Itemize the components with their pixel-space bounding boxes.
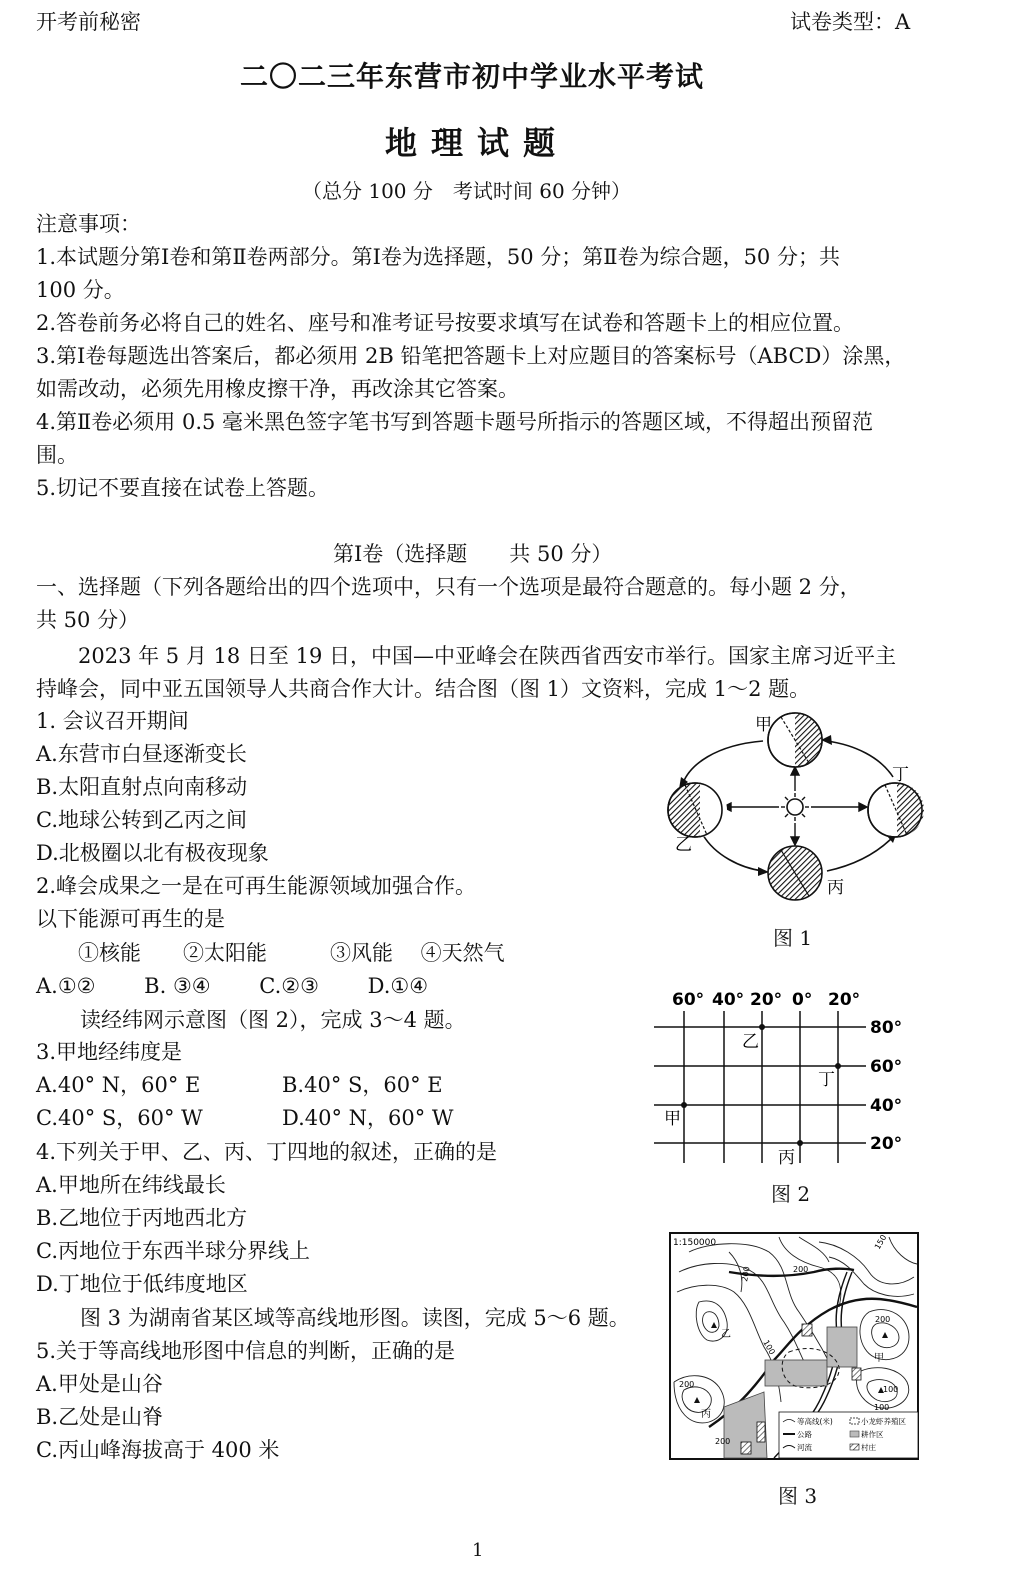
- fig2-lat-label: 40°: [870, 1096, 903, 1116]
- map-legend: [779, 1412, 918, 1458]
- fig2-lon-label: 20°: [750, 990, 783, 1010]
- fig3-caption: 图 3: [778, 1484, 818, 1508]
- q34-intro: 读经纬网示意图（图 2），完成 3～4 题。: [80, 1008, 466, 1032]
- fig2-lon-label: 0°: [792, 990, 813, 1010]
- section-title: 第Ⅰ卷（选择题 共 50 分）: [333, 542, 613, 566]
- contour-label: 200: [740, 1265, 752, 1283]
- contour-label: 100: [874, 1403, 890, 1412]
- note-3a: 3.第Ⅰ卷每题选出答案后，都必须用 2B 铅笔把答题卡上对应题目的答案标号（ABCD）涂黑，: [36, 344, 906, 368]
- fig2-label-yi: 乙: [742, 1032, 759, 1052]
- contour-label: 200: [679, 1380, 695, 1389]
- orbit-arrow-ding-jia: [827, 741, 893, 777]
- legend-contour: 等高线(米): [797, 1417, 833, 1426]
- orbit-arrow-jia-yi: [683, 741, 763, 783]
- section-instr-b: 共 50 分）: [36, 608, 140, 632]
- fig2-lat-label: 60°: [870, 1057, 903, 1077]
- orbit-arrow-bing-ding: [827, 837, 893, 871]
- q1-option-c: C.地球公转到乙丙之间: [36, 808, 247, 832]
- village-icon: [802, 1324, 812, 1336]
- contour-label: 100: [761, 1338, 777, 1357]
- notes-heading: 注意事项：: [36, 212, 141, 236]
- q3-stem: 3.甲地经纬度是: [36, 1040, 183, 1064]
- intro-a: 2023 年 5 月 18 日至 19 日，中国—中亚峰会在陕西省西安市举行。国家主席习近平主: [78, 644, 896, 668]
- q3-option-c: C.40° S，60° W: [36, 1106, 203, 1130]
- contour-label: 150: [872, 1233, 889, 1251]
- map-scale: 1:150000: [673, 1238, 717, 1248]
- q1-option-d: D.北极圈以北有极夜现象: [36, 841, 269, 865]
- note-4a: 4.第Ⅱ卷必须用 0.5 毫米黑色签字笔书写到答题卡题号所指示的答题区域，不得超出预留范: [36, 410, 874, 434]
- orbit-arrow-yi-bing: [703, 835, 763, 871]
- intro-b: 持峰会，同中亚五国领导人共商合作大计。结合图（图 1）文资料，完成 1～2 题。: [36, 677, 811, 701]
- point-bing: [797, 1140, 803, 1146]
- contour-label: 100: [883, 1385, 899, 1394]
- exam-title: 二〇二三年东营市初中学业水平考试: [240, 60, 705, 93]
- fig1-label-jia: 甲: [755, 715, 772, 735]
- note-1a: 1.本试题分第Ⅰ卷和第Ⅱ卷两部分。第Ⅰ卷为选择题，50 分；第Ⅱ卷为综合题，50 分；共: [36, 245, 840, 269]
- q5-option-a: A.甲处是山谷: [36, 1372, 163, 1396]
- q3-option-d: D.40° N，60° W: [282, 1106, 454, 1130]
- fig1-label-ding: 丁: [892, 765, 909, 785]
- q1-option-b: B.太阳直射点向南移动: [36, 775, 248, 799]
- figure-1-orbit-diagram: [655, 705, 935, 910]
- figure-3-contour-map: [669, 1232, 919, 1460]
- fig2-label-bing: 丙: [778, 1148, 795, 1168]
- q5-option-c: C.丙山峰海拔高于 400 米: [36, 1438, 280, 1462]
- fig2-label-jia: 甲: [664, 1109, 681, 1129]
- q5-option-b: B.乙处是山脊: [36, 1405, 164, 1429]
- figure-2-graticule: [648, 985, 918, 1170]
- fig1-label-bing: 丙: [827, 878, 844, 898]
- note-2: 2.答卷前务必将自己的姓名、座号和准考证号按要求填写在试卷和答题卡上的相应位置。: [36, 311, 855, 335]
- header-right: 试卷类型：A: [790, 10, 911, 34]
- q4-option-b: B.乙地位于丙地西北方: [36, 1206, 248, 1230]
- section-instr-a: 一、选择题（下列各题给出的四个选项中，只有一个选项是最符合题意的。每小题 2 分，: [36, 575, 861, 599]
- q2-options: A.①② B. ③④ C.②③ D.①④: [36, 974, 429, 998]
- legend-river: 河流: [797, 1443, 812, 1452]
- q4-option-a: A.甲地所在纬线最长: [36, 1173, 226, 1197]
- q2-items: ①核能 ②太阳能 ③风能 ④天然气: [78, 941, 505, 965]
- earth-bing: [768, 846, 822, 900]
- q1-option-a: A.东营市白昼逐渐变长: [36, 742, 247, 766]
- note-4b: 围。: [36, 443, 78, 467]
- point-jia: [681, 1102, 687, 1108]
- q4-stem: 4.下列关于甲、乙、丙、丁四地的叙述，正确的是: [36, 1140, 498, 1164]
- fig1-label-yi: 乙: [675, 835, 692, 855]
- note-3b: 如需改动，必须先用橡皮擦干净，再改涂其它答案。: [36, 377, 519, 401]
- q3-option-a: A.40° N，60° E: [36, 1073, 201, 1097]
- legend-road: 公路: [797, 1430, 812, 1439]
- fig2-lat-label: 20°: [870, 1134, 903, 1154]
- subject-title: 地理试题: [385, 124, 570, 162]
- legend-farmland: 耕作区: [861, 1430, 884, 1439]
- fig2-lat-label: 80°: [870, 1018, 903, 1038]
- q2-stem-a: 2.峰会成果之一是在可再生能源领域加强合作。: [36, 874, 477, 898]
- note-5: 5.切记不要直接在试卷上答题。: [36, 476, 330, 500]
- fig2-lon-label: 40°: [712, 990, 745, 1010]
- contour-label: 200: [793, 1265, 809, 1274]
- fig2-label-ding: 丁: [818, 1070, 835, 1090]
- legend-village: 村庄: [861, 1443, 876, 1452]
- contour-label: 200: [715, 1437, 731, 1446]
- q4-option-d: D.丁地位于低纬度地区: [36, 1272, 248, 1296]
- fig2-lon-label: 60°: [672, 990, 705, 1010]
- header-left: 开考前秘密: [36, 10, 141, 34]
- fig3-label-yi: 乙: [721, 1329, 731, 1340]
- fig3-label-jia: 甲: [874, 1353, 884, 1364]
- q1-stem: 1. 会议召开期间: [36, 709, 189, 733]
- legend-crayfish: 小龙虾养殖区: [861, 1417, 906, 1426]
- q2-stem-b: 以下能源可再生的是: [36, 907, 225, 931]
- q4-option-c: C.丙地位于东西半球分界线上: [36, 1239, 310, 1263]
- fig2-caption: 图 2: [771, 1182, 811, 1206]
- fig2-lon-label: 20°: [828, 990, 861, 1010]
- q5-stem: 5.关于等高线地形图中信息的判断，正确的是: [36, 1339, 456, 1363]
- page-number: 1: [472, 1540, 484, 1561]
- sun-icon: [781, 793, 809, 821]
- fig1-caption: 图 1: [773, 926, 813, 950]
- point-ding: [835, 1063, 841, 1069]
- fig3-label-bing: 丙: [701, 1409, 711, 1420]
- earth-yi: [668, 783, 727, 837]
- farmland: [765, 1360, 827, 1386]
- note-1b: 100 分。: [36, 278, 125, 302]
- exam-meta: （总分 100 分 考试时间 60 分钟）: [302, 179, 632, 203]
- contour-label: 200: [875, 1315, 891, 1324]
- point-yi: [759, 1024, 765, 1030]
- earth-jia: [768, 713, 822, 767]
- earth-ding: [868, 783, 924, 837]
- q56-intro: 图 3 为湖南省某区域等高线地形图。读图，完成 5～6 题。: [80, 1306, 630, 1330]
- q3-option-b: B.40° S，60° E: [282, 1073, 443, 1097]
